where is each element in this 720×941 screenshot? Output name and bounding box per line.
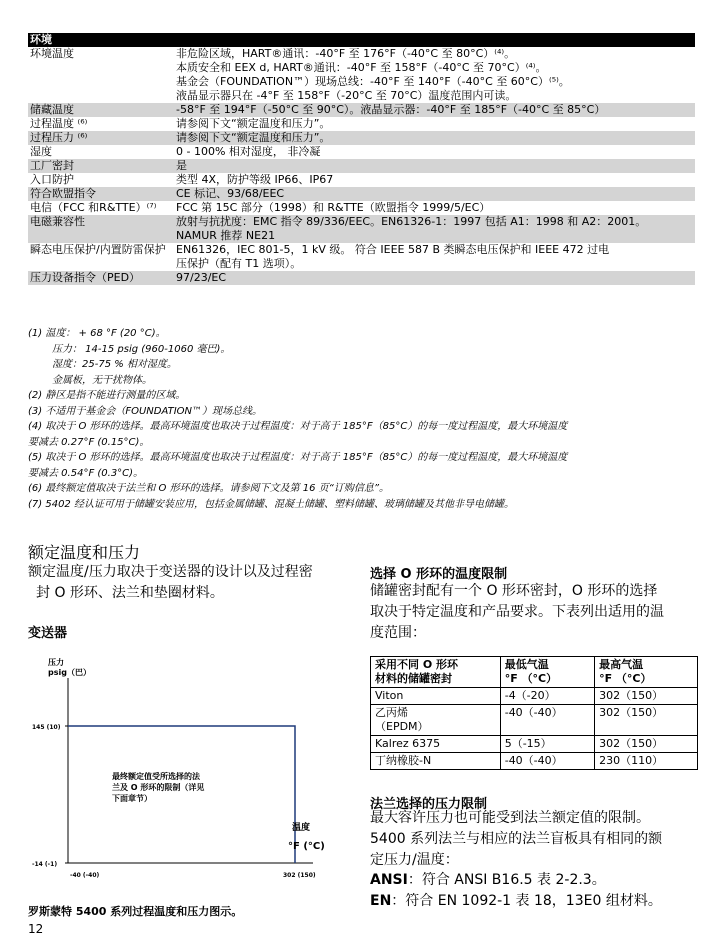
spec-value-line: 请参阅下文“额定温度和压力”。 [176, 131, 331, 144]
oring-row [371, 705, 698, 736]
spec-row [28, 187, 695, 201]
spec-value-line: CE 标记、93/68/EEC [176, 187, 285, 200]
oring-header-cell [595, 657, 698, 688]
spec-value [176, 201, 695, 215]
oring-cell [371, 705, 501, 736]
oring-cell-line: Kalrez 6375 [375, 737, 441, 750]
spec-row [28, 173, 695, 187]
y-axis-unit: psig（巴） [48, 668, 91, 677]
x-axis-label: 温度 [292, 823, 311, 833]
footnote: (4) 取决于 O 形环的选择。最高环境温度也取决于过程温度：对于高于 185°F（85°C）的每一度过程温度，最大环境温度 [28, 421, 568, 432]
chart-annotation-line-1: 最终额定值受所选择的法 [112, 772, 200, 781]
oring-cell [500, 705, 594, 736]
oring-paragraph [370, 581, 700, 644]
spec-value-line: 非危险区域，HART®通讯：-40°F 至 176°F（-40°C 至 80°C）⁽⁴⁾。 [176, 47, 516, 60]
oring-header-line: °F （°C） [504, 672, 558, 685]
x-tick-label: -40 (-40) [70, 872, 100, 879]
footnotes [28, 326, 708, 512]
spec-label: 过程压力 ⁽⁶⁾ [30, 131, 88, 144]
oring-cell-line: 乙丙烯 [375, 706, 408, 719]
section-title-rated: 额定温度和压力 [28, 543, 141, 562]
page-number: 12 [28, 922, 44, 936]
oring-table [370, 656, 698, 770]
spec-row [28, 243, 695, 271]
spec-row [28, 117, 695, 131]
spec-value-line: -58°F 至 194°F（-50°C 至 90°C）。液晶显示器：-40°F 至 185°F（-40°C 至 85°C） [176, 103, 606, 116]
footnote: 要减去 0.54°F (0.3°C)。 [28, 467, 144, 479]
rated-para-2: 封 O 形环、法兰和垫圈材料。 [36, 585, 224, 601]
spec-value [176, 159, 695, 173]
spec-value-line: 是 [176, 159, 187, 172]
en-line [370, 891, 662, 912]
spec-label: 储藏温度 [30, 103, 74, 116]
oring-header-line: 材料的储罐密封 [375, 672, 452, 685]
spec-value-line: 0 - 100% 相对湿度， 非冷凝 [176, 145, 321, 158]
oring-cell [595, 736, 698, 753]
en-text: ：符合 EN 1092-1 表 18，13E0 组材料。 [391, 893, 662, 909]
spec-value [176, 173, 695, 187]
oring-cell [595, 688, 698, 705]
spec-label: 瞬态电压保护/内置防雷保护 [30, 243, 166, 256]
ansi-label: ANSI [370, 872, 408, 888]
spec-value [176, 187, 695, 201]
ansi-text: ：符合 ANSI B16.5 表 2-2.3。 [407, 872, 606, 888]
footnote: (6) 最终额定值取决于法兰和 O 形环的选择。请参阅下文及第 16 页“订购信息”。 [28, 483, 390, 494]
oring-header-line: 最低气温 [504, 658, 549, 671]
spec-value [176, 215, 695, 243]
oring-cell [500, 753, 594, 770]
oring-header-cell [500, 657, 594, 688]
flange-para-line: 定压力/温度： [370, 852, 459, 868]
oring-cell-line: 302（150） [599, 689, 664, 702]
spec-header: 环境 [28, 33, 695, 47]
footnote: (7) 5402 经认证可用于储罐安装应用，包括金属储罐、混凝土储罐、塑料储罐、玻璃储罐及其他非导电储罐。 [28, 498, 514, 510]
spec-rows [28, 47, 695, 285]
spec-row [28, 47, 695, 103]
spec-value [176, 131, 695, 145]
spec-value-line: 基金会（FOUNDATION™）现场总线：-40°F 至 140°F（-40°C 至 60°C）⁽⁵⁾。 [176, 75, 570, 88]
x-tick-label: 302 (150) [283, 872, 316, 879]
spec-table [28, 33, 695, 285]
ansi-line [370, 870, 606, 891]
en-label: EN [370, 893, 392, 909]
flange-title: 法兰选择的压力限制 [370, 797, 488, 812]
oring-title: 选择 O 形环的温度限制 [370, 567, 508, 582]
spec-label: 过程温度 ⁽⁶⁾ [30, 117, 88, 130]
flange-para-line: 最大容许压力也可能受到法兰额定值的限制。 [370, 810, 650, 826]
spec-label: 环境温度 [30, 47, 74, 60]
spec-value-line: EN61326，IEC 801-5，1 kV 级。 符合 IEEE 587 B 类瞬态电压保护和 IEEE 472 过电 [176, 243, 610, 256]
y-tick-label: 145 (10) [32, 724, 61, 731]
spec-value-line: 请参阅下文“额定温度和压力”。 [176, 117, 331, 130]
footnote: (2) 静区是指不能进行测量的区域。 [28, 390, 186, 401]
oring-para-line: 度范围： [370, 625, 426, 641]
spec-label: 湿度 [30, 145, 52, 158]
oring-header-line: 采用不同 O 形环 [375, 658, 459, 671]
oring-cell [595, 753, 698, 770]
oring-cell-line: 5（-15） [504, 737, 552, 750]
oring-cell-line: 302（150） [599, 706, 664, 719]
spec-value-line: 97/23/EC [176, 271, 227, 284]
spec-row [28, 201, 695, 215]
spec-value-line: 压保护（配有 T1 选项）。 [176, 257, 302, 270]
spec-label: 入口防护 [30, 173, 74, 186]
oring-cell-line: -40（-40） [504, 706, 563, 719]
oring-cell-line: 丁纳橡胶-N [375, 754, 432, 767]
oring-cell [371, 753, 501, 770]
oring-cell [500, 688, 594, 705]
spec-value-line: 放射与抗扰度：EMC 指令 89/336/EEC。EN61326-1：1997 包括 A1：1998 和 A2：2001。 [176, 215, 647, 228]
spec-row [28, 215, 695, 243]
oring-cell [595, 705, 698, 736]
oring-row [371, 736, 698, 753]
flange-paragraph [370, 808, 700, 871]
oring-cell [371, 736, 501, 753]
oring-header-cell [371, 657, 501, 688]
spec-row [28, 103, 695, 117]
pressure-temperature-chart [20, 648, 350, 898]
oring-cell-line: -4（-20） [504, 689, 556, 702]
spec-value-line: 类型 4X，防护等级 IP66、IP67 [176, 173, 334, 186]
footnote: (1) 温度： + 68 °F (20 °C)。 [28, 328, 166, 339]
flange-para-line: 5400 系列法兰与相应的法兰盲板具有相同的额 [370, 831, 663, 847]
spec-value-line: 本质安全和 EEX d, HART®通讯：-40°F 至 158°F（-40°C 至 70°C）⁽⁴⁾。 [176, 61, 547, 74]
oring-header-line: °F （°C） [599, 672, 652, 685]
oring-cell-line: Viton [375, 689, 404, 702]
oring-cell [500, 736, 594, 753]
footnote: (5) 取决于 O 形环的选择。最高环境温度也取决于过程温度：对于高于 185°F（85°C）的每一度过程温度，最大环境温度 [28, 452, 568, 463]
spec-row [28, 271, 695, 285]
oring-row [371, 688, 698, 705]
rated-para-1: 额定温度/压力取决于变送器的设计以及过程密 [28, 564, 313, 580]
oring-cell-line: 302（150） [599, 737, 664, 750]
spec-label: 压力设备指令（PED） [30, 271, 141, 284]
spec-label: 电信（FCC 和R&TTE）⁽⁷⁾ [30, 201, 157, 214]
spec-value [176, 271, 695, 285]
oring-cell-line: -40（-40） [504, 754, 563, 767]
footnote: 金属板，无干扰物体。 [52, 374, 152, 386]
spec-value-line: NAMUR 推荐 NE21 [176, 229, 276, 242]
spec-value-line: FCC 第 15C 部分（1998）和 R&TTE（欧盟指令 1999/5/EC） [176, 201, 491, 214]
oring-para-line: 储罐密封配有一个 O 形环密封，O 形环的选择 [370, 583, 658, 599]
oring-para-line: 取决于特定温度和产品要求。下表列出适用的温 [370, 604, 664, 620]
footnote: 要减去 0.27°F (0.15°C)。 [28, 436, 150, 448]
spec-value [176, 103, 695, 117]
footnote: 压力： 14-15 psig (960-1060 毫巴)。 [52, 343, 231, 355]
pressure-limit-line [68, 726, 295, 863]
oring-cell-line: 230（110） [599, 754, 664, 767]
spec-value-line: 液晶显示器只在 -4°F 至 158°F（-20°C 至 70°C）温度范围内可读。 [176, 89, 517, 102]
spec-row [28, 131, 695, 145]
spec-value [176, 117, 695, 131]
oring-cell-line: （EPDM） [375, 720, 429, 733]
spec-label: 工厂密封 [30, 159, 74, 172]
x-axis-unit: °F (°C) [288, 841, 325, 852]
y-tick-label: -14 (-1) [32, 861, 58, 868]
chart-annotation-line-3: 下面章节） [112, 794, 152, 803]
spec-value [176, 47, 695, 103]
oring-row [371, 753, 698, 770]
spec-value [176, 243, 695, 271]
oring-cell [371, 688, 501, 705]
footnote: 湿度：25-75 % 相对湿度。 [52, 359, 177, 370]
spec-label: 符合欧盟指令 [30, 187, 96, 200]
y-axis-label: 压力 [48, 658, 64, 667]
spec-row [28, 159, 695, 173]
transmitter-heading: 变送器 [28, 626, 68, 641]
oring-header-line: 最高气温 [599, 658, 644, 671]
spec-value [176, 145, 695, 159]
chart-annotation-line-2: 兰及 O 形环的限制（详见 [112, 783, 205, 792]
chart-caption: 罗斯蒙特 5400 系列过程温度和压力图示。 [28, 905, 243, 918]
footnote: (3) 不适用于基金会（FOUNDATION™）现场总线。 [28, 405, 262, 417]
spec-label: 电磁兼容性 [30, 215, 85, 228]
spec-row [28, 145, 695, 159]
